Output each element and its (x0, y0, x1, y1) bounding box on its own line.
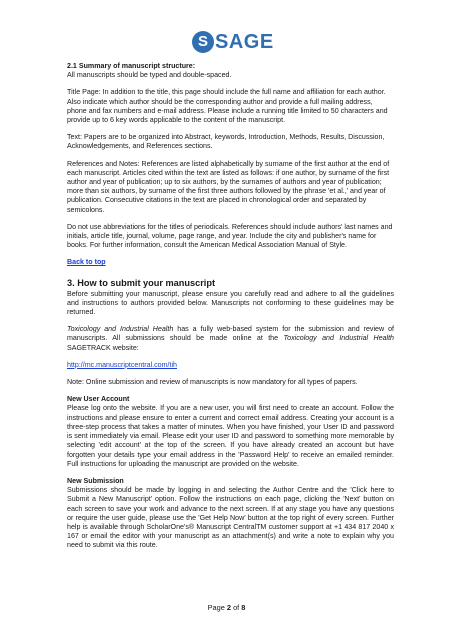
page-number (0, 603, 453, 612)
submission-system-paragraph (67, 325, 394, 353)
section-3-heading: 3. How to submit your manuscript (67, 277, 216, 288)
journal-name-2: Toxicology and Industrial Health (283, 334, 395, 343)
new-user-heading: New User Account (67, 395, 130, 404)
system-text-mid: has a fully web-based system for the submission and review of manuscripts. All submissions should be made online at the (67, 325, 395, 343)
system-text-end: SAGETRACK website: (67, 343, 139, 352)
abbreviations-paragraph: Do not use abbreviations for the titles of periodicals. References should include authors' last names and initials, article title, journal, volume, page range, and year. Include the city and publisher's name for books. For further information, consult the American Medical Association Manual of Style. (67, 222, 393, 250)
back-to-top-link[interactable]: Back to top (67, 258, 106, 267)
section-2-1-heading: 2.1 Summary of manuscript structure: (67, 62, 196, 70)
online-note: Note: Online submission and review of manuscripts is now mandatory for all types of papers. (67, 378, 358, 387)
new-submission-heading: New Submission (67, 476, 124, 485)
document-body (67, 62, 394, 559)
page-of: of (231, 603, 242, 612)
new-user-paragraph: Please log onto the website. If you are a new user, you will first need to create an account. Follow the instructions and please ensure to enter a current and correct email address. Creating your account is a three-step process that takes a matter of minutes. When you have finished, your User ID and password is sent immediately via email. Please edit your user ID and password to something more memorable by selecting 'edit account' at the top of the screen. If you have already created an account but have forgotten your details type your email address in the 'Password Help' to receive an emailed reminder. Full instructions for uploading the manuscript are provided on the website. (67, 404, 394, 468)
manuscript-central-link[interactable]: http://mc.manuscriptcentral.com/tih (67, 360, 177, 369)
new-submission-paragraph: Submissions should be made by logging in and selecting the Author Centre and the 'Click here to Submit a New Manuscript' option. Follow the instructions on each page, clicking the 'Next' button on each screen to save your work and advance to the next screen. If at any stage you have any questions or require the user guide, please use the 'Get Help Now' button at the top right of every screen. Further help is available through ScholarOne's® Manuscript CentralTM customer support at +1 434 817 2040 x 167 or email the editor with your manuscript as an attachment(s) and write a note to explain why you need to submit via this route. (67, 486, 394, 550)
page-prefix: Page (207, 603, 227, 612)
section-3-intro: Before submitting your manuscript, please ensure you carefully read and adhere to all the guidelines and instructions to authors provided below. Manuscripts not conforming to these guidelines may be returned. (67, 289, 394, 317)
page-current: 2 (226, 603, 232, 612)
journal-name: Toxicology and Industrial Health (67, 325, 174, 334)
sage-logo-mark: S (192, 31, 214, 53)
sage-logo (192, 31, 274, 53)
page-total: 8 (241, 603, 246, 612)
text-paragraph: Text: Papers are to be organized into Abstract, keywords, Introduction, Methods, Results, Discussion, Acknowledgements, and References sections. (67, 133, 385, 151)
section-2-1-intro: All manuscripts should be typed and double-spaced. (67, 71, 232, 80)
references-paragraph: References and Notes: References are listed alphabetically by surname of the first author at the end of each manuscript. Articles cited within the text are listed as follows: if one author, by surname of the first author and year of publication; up to six authors, by the surnames of authors and year of publication; more than six authors, by surname of the first three authors followed by the phrase 'et al.,' and year of publication. Consecutive citations in the text are placed in chronological order and separated by semicolons. (67, 159, 390, 214)
sage-logo-text: SAGE (215, 31, 274, 53)
title-page-paragraph: Title Page: In addition to the title, this page should include the full name and affiliation for each author. Also indicate which author should be the corresponding author and provide a full mailing address, phone and fax numbers and e-mail address. Please include a running title limited to 50 characters and provide up to 6 key words applicable to the content of the manuscript. (67, 88, 388, 125)
